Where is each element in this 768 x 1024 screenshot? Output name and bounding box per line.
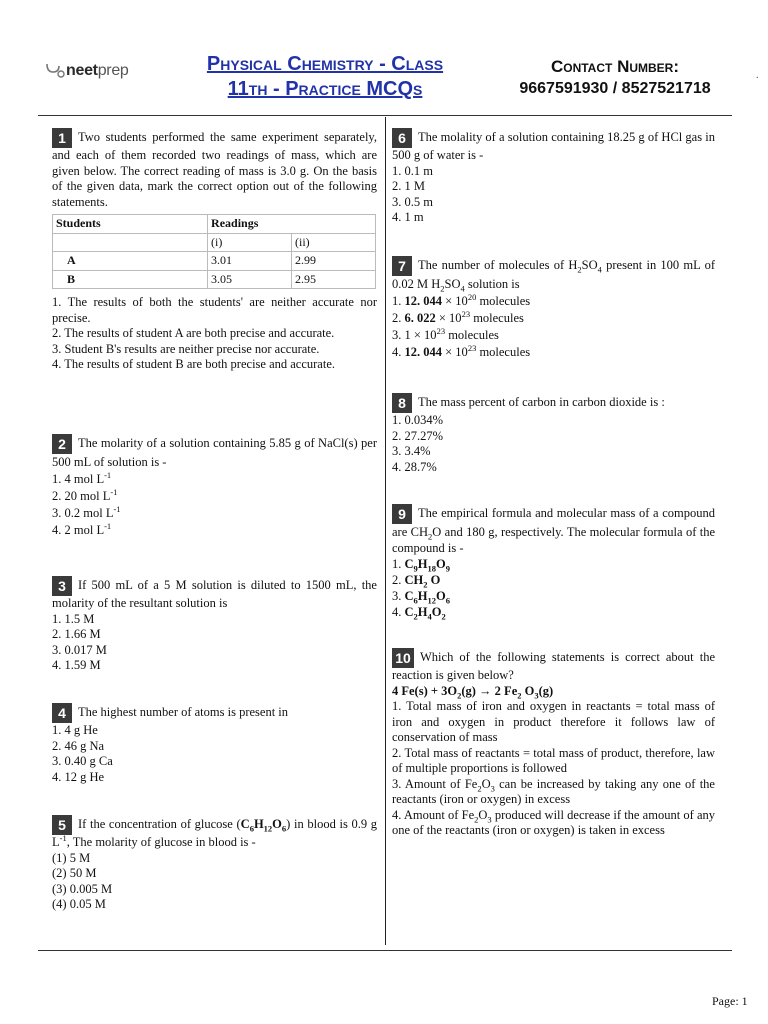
table-cell: (ii) <box>292 233 376 252</box>
question-10 <box>392 648 715 839</box>
question-number: 10 <box>392 648 414 668</box>
option: 4. 12 g He <box>52 769 105 784</box>
option: 3. 0.5 m <box>392 194 433 209</box>
option: 2. 1 M <box>392 179 425 193</box>
column-divider <box>385 117 386 945</box>
option: 3. Student B's results are neither precise nor accurate. <box>52 341 320 356</box>
option: 2. $CH_2$ O <box>392 573 441 590</box>
option: 2. 6. $022 \times 10^{23}$ molecules <box>392 308 524 325</box>
option: (1) 5 M <box>52 850 91 865</box>
contact-block <box>500 56 730 100</box>
option: 1. 0.034% <box>392 413 444 427</box>
header-dot: . <box>756 70 759 81</box>
option: 1. 12. $044 \times 10^{20}$ molecules <box>392 291 531 308</box>
question-number: 4 <box>52 703 72 723</box>
option: 3. 0.2 mol $L^{-1}$ <box>52 503 121 520</box>
table-cell: A <box>53 252 208 271</box>
option: 2. 1.66 M <box>52 627 101 641</box>
title-line-1: Physical Chemistry - Class <box>206 53 444 75</box>
option: 1. Total mass of iron and oxygen in reactants = total mass of iron and oxygen in product therefore it follows law of conservation of mass <box>392 699 715 744</box>
option: 3. 0.40 g Ca <box>52 754 113 768</box>
option: 3. $C_6H_{12}O_6$ <box>392 589 450 606</box>
option: 2. 46 g Na <box>52 738 105 753</box>
question-5: 5 If the concentration of glucose $(C_6H_{12}O_6)$ in blood is 0.9 g $L^{-1}$, The molarity of glucose in blood is - (1) 5 M (2) 50 M (3) 0.005 M (4) 0.05 M <box>52 816 377 911</box>
table-cell: 2.95 <box>292 270 376 289</box>
question-number: 5 <box>52 815 72 835</box>
option: 3. Amount of $Fe_2O_3$ can be increased by taking any one of the reactants (iron or oxygen) in excess <box>392 776 715 806</box>
option: (4) 0.05 M <box>52 897 106 911</box>
question-number: 6 <box>392 128 412 148</box>
stethoscope-icon <box>44 62 66 80</box>
question-number: 2 <box>52 434 72 454</box>
question-text: The molality of a solution containing 18.25 g of HCl gas in 500 g of water is - <box>392 129 715 162</box>
option: 2. 27.27% <box>392 428 444 443</box>
page-header <box>0 0 768 115</box>
option: 4. 1.59 M <box>52 658 101 672</box>
option: 2. Total mass of reactants = total mass of product, therefore, law of multiple proportions is followed <box>392 745 715 775</box>
readings-table <box>52 214 376 289</box>
question-text: The mass percent of carbon in carbon dioxide is : <box>418 394 665 409</box>
question-text: The molarity of a solution containing 5.85 g of NaCl(s) per 500 mL of solution is - <box>52 435 377 469</box>
option: 4. 28.7% <box>392 459 437 474</box>
option: 4. Amount of $Fe_2O_3$ produced will decrease if the amount of any one of the reactants (iron or oxygen) is taken in excess <box>392 807 715 837</box>
question-6 <box>392 128 715 226</box>
page-number: Page: 1 <box>712 994 748 1008</box>
option: 3. $1 \times 10^{23}$ molecules <box>392 325 499 342</box>
table-cell: B <box>53 270 208 289</box>
title-line-2: 11th - Practice MCQs <box>227 78 423 100</box>
option: 1. 4 mol $L^{-1}$ <box>52 469 112 486</box>
page-title <box>150 52 500 102</box>
question-3 <box>52 576 377 674</box>
option: 1. 0.1 m <box>392 163 433 178</box>
option: 4. $C_2H_4O_2$ <box>392 605 446 622</box>
question-1 <box>52 128 377 373</box>
question-text: Which of the following statements is correct about the reaction is given below? <box>392 649 715 682</box>
question-text: Two students performed the same experiment separately, and each of them recorded two readings of mass, which are given below. The correct reading of mass is 3.0 g. On the basis of the given data, mark the correct option out of the following statements. <box>52 129 377 209</box>
option: 1. 4 g He <box>52 723 98 737</box>
logo-prep: prep <box>97 62 129 79</box>
option: 4. 12. $044 \times 10^{23}$ molecules <box>392 342 531 359</box>
question-number: 9 <box>392 504 412 524</box>
question-2 <box>52 434 377 539</box>
option: 4. 2 mol $L^{-1}$ <box>52 520 112 537</box>
table-header: Students <box>53 215 208 234</box>
table-cell: (i) <box>208 233 292 252</box>
contact-numbers: 9667591930 / 8527521718 <box>519 80 711 97</box>
logo-neet: neet <box>66 62 98 79</box>
question-text: If 500 mL of a 5 M solution is diluted to 1500 mL, the molarity of the resultant solution is <box>52 577 377 610</box>
option: 2. 20 mol $L^{-1}$ <box>52 486 118 503</box>
option: 3. 0.017 M <box>52 642 107 657</box>
option: (3) 0.005 M <box>52 881 113 896</box>
option: 3. 3.4% <box>392 444 431 458</box>
question-4 <box>52 703 377 785</box>
question-8 <box>392 393 715 475</box>
option: 1. The results of both the students' are neither accurate nor precise. <box>52 295 377 325</box>
neetprep-logo <box>44 62 129 80</box>
option: 4. 1 m <box>392 210 424 224</box>
option: (2) 50 M <box>52 866 97 880</box>
question-number: 3 <box>52 576 72 596</box>
question-9: 9 The empirical formula and molecular mass of a compound are $CH_2O$ and 180 g, respectively. The molecular formula of the compound is - 1. $C_9H_{18}O_9$ 2. $CH_2$ O 3. $C_6H_{12}O_6$ 4. $C_2H_4O_2$ <box>392 505 716 622</box>
table-cell: 3.05 <box>208 270 292 289</box>
header-divider <box>38 115 732 116</box>
table-cell: 3.01 <box>208 252 292 271</box>
footer-divider <box>38 950 732 951</box>
option: 1. 1.5 M <box>52 611 95 626</box>
reaction-equation: 4 $Fe(s) + 3O_2(g) \to 2$ $Fe_2$ $O_3(g)$ <box>392 683 554 700</box>
question-7: 7 The number of molecules of $H_2SO_4$ present in 100 mL of 0.02 M $H_2SO_4$ solution is 1. 12. $044 \times 10^{20}$ molecules 2. 6. $022 \times 10^{23}$ molecules 3. $1 \times 10^{23}$ molecules 4. 12. $044 \times 10^{23}$ molecules <box>392 257 715 359</box>
option: 2. The results of student A are both precise and accurate. <box>52 326 335 340</box>
question-number: 1 <box>52 128 72 148</box>
question-number: 8 <box>392 393 412 413</box>
option: 4. The results of student B are both precise and accurate. <box>52 357 336 371</box>
question-number: 7 <box>392 256 412 276</box>
option: 1. $C_9H_{18}O_9$ <box>392 557 450 574</box>
question-text: The highest number of atoms is present in <box>78 704 289 719</box>
table-cell: 2.99 <box>292 252 376 271</box>
table-header: Readings <box>208 215 376 234</box>
contact-label: Contact Number: <box>550 57 680 76</box>
